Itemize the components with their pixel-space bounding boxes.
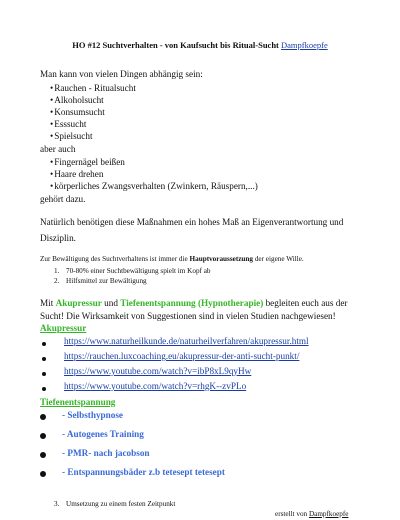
small-line (40, 255, 304, 263)
list-item: • körperliches Zwangsverhalten (Zwinkern, Räuspern,...) (50, 180, 258, 192)
link-3[interactable]: https://www.youtube.com/watch?v=ibP8xL9qyHw (64, 366, 252, 376)
bullet-icon (40, 433, 46, 439)
list-item: • Konsumsucht (50, 106, 136, 118)
tiefen-heading: Tiefenentspannung (40, 397, 116, 407)
footer-prefix: erstellt von (275, 510, 309, 518)
tiefen-highlight: Tiefenentspannung (Hypnotherapie) (120, 298, 264, 308)
akupressur-heading: Akupressur (40, 323, 87, 333)
list-item: • Haare drehen (50, 168, 258, 180)
technique-item: - PMR- nach jacobson (62, 448, 150, 458)
paragraph-1 (40, 216, 343, 244)
link-4[interactable]: https://www.youtube.com/watch?v=rhgK--zvPLo (64, 381, 247, 391)
bullet-icon (42, 342, 46, 346)
footer (275, 510, 348, 518)
mit-line-1: Mit Akupressur und Tiefenentspannung (Hypnotherapie) begleiten euch aus der (40, 298, 348, 308)
title-text: HO #12 Suchtverhalten - von Kaufsucht bis Ritual-Sucht (72, 40, 279, 50)
intro-text: Man kann von vielen Dingen abhängig sein: (40, 69, 203, 79)
link-1[interactable]: https://www.naturheilkunde.de/naturheilverfahren/akupressur.html (64, 336, 309, 346)
aber-auch-text: aber auch (40, 144, 76, 154)
technique-item: - Selbsthypnose (62, 410, 124, 420)
ordered-list (54, 266, 211, 286)
list2 (50, 156, 258, 192)
ordered-item-2: 2. Hilfsmittel zur Bewältigung (54, 277, 147, 285)
bullet-icon (40, 452, 46, 458)
bullet-icon (42, 372, 46, 376)
bullet-icon (40, 471, 46, 477)
list1 (50, 82, 136, 142)
list-item: • Esssucht (50, 118, 136, 130)
bullet-icon (42, 357, 46, 361)
technique-item: - Entspannungsbäder z.b tetesept tetesept (62, 467, 225, 477)
small-line-prefix: Zur Bewältigung des Suchtverhaltens ist immer die (40, 255, 190, 263)
akupressur-highlight: Akupressur (55, 298, 102, 308)
author-link[interactable]: Dampfkoepfe (281, 40, 328, 50)
bullet-icon (40, 414, 46, 420)
technique-item: - Autogenes Training (62, 429, 144, 439)
list-item: • Fingernägel beißen (50, 156, 258, 168)
ordered-item-3: 3. Umsetzung zu einem festen Zeitpunkt (54, 500, 176, 508)
paragraph-1-line-2: Disziplin. (40, 233, 76, 243)
gehoert-text: gehört dazu. (40, 194, 86, 204)
bullet-icon (42, 387, 46, 391)
mit-line-2: Sucht! Die Wirksamkeit von Suggestionen sind in vielen Studien nachgewiesen! (40, 311, 336, 321)
list-item: • Alkoholsucht (50, 94, 136, 106)
small-line-bold: Hauptvoraussetzung (189, 255, 254, 263)
list-item: • Rauchen - Ritualsucht (50, 82, 136, 94)
ordered-item-1: 1. 70-80% einer Suchtbewältigung spielt im Kopf ab (54, 267, 211, 275)
footer-author-link[interactable]: Dampfkoepfe (308, 510, 349, 518)
link-2[interactable]: https://rauchen.luxcoaching.eu/akupressur-der-anti-sucht-punkt/ (64, 351, 300, 361)
mit-paragraph (40, 297, 347, 323)
paragraph-1-line-1: Natürlich benötigen diese Maßnahmen ein hohes Maß an Eigenverantwortung und (40, 217, 344, 227)
list-item: • Spielsucht (50, 130, 136, 142)
small-line-suffix: der eigene Wille. (253, 255, 304, 263)
document-title (0, 40, 400, 50)
